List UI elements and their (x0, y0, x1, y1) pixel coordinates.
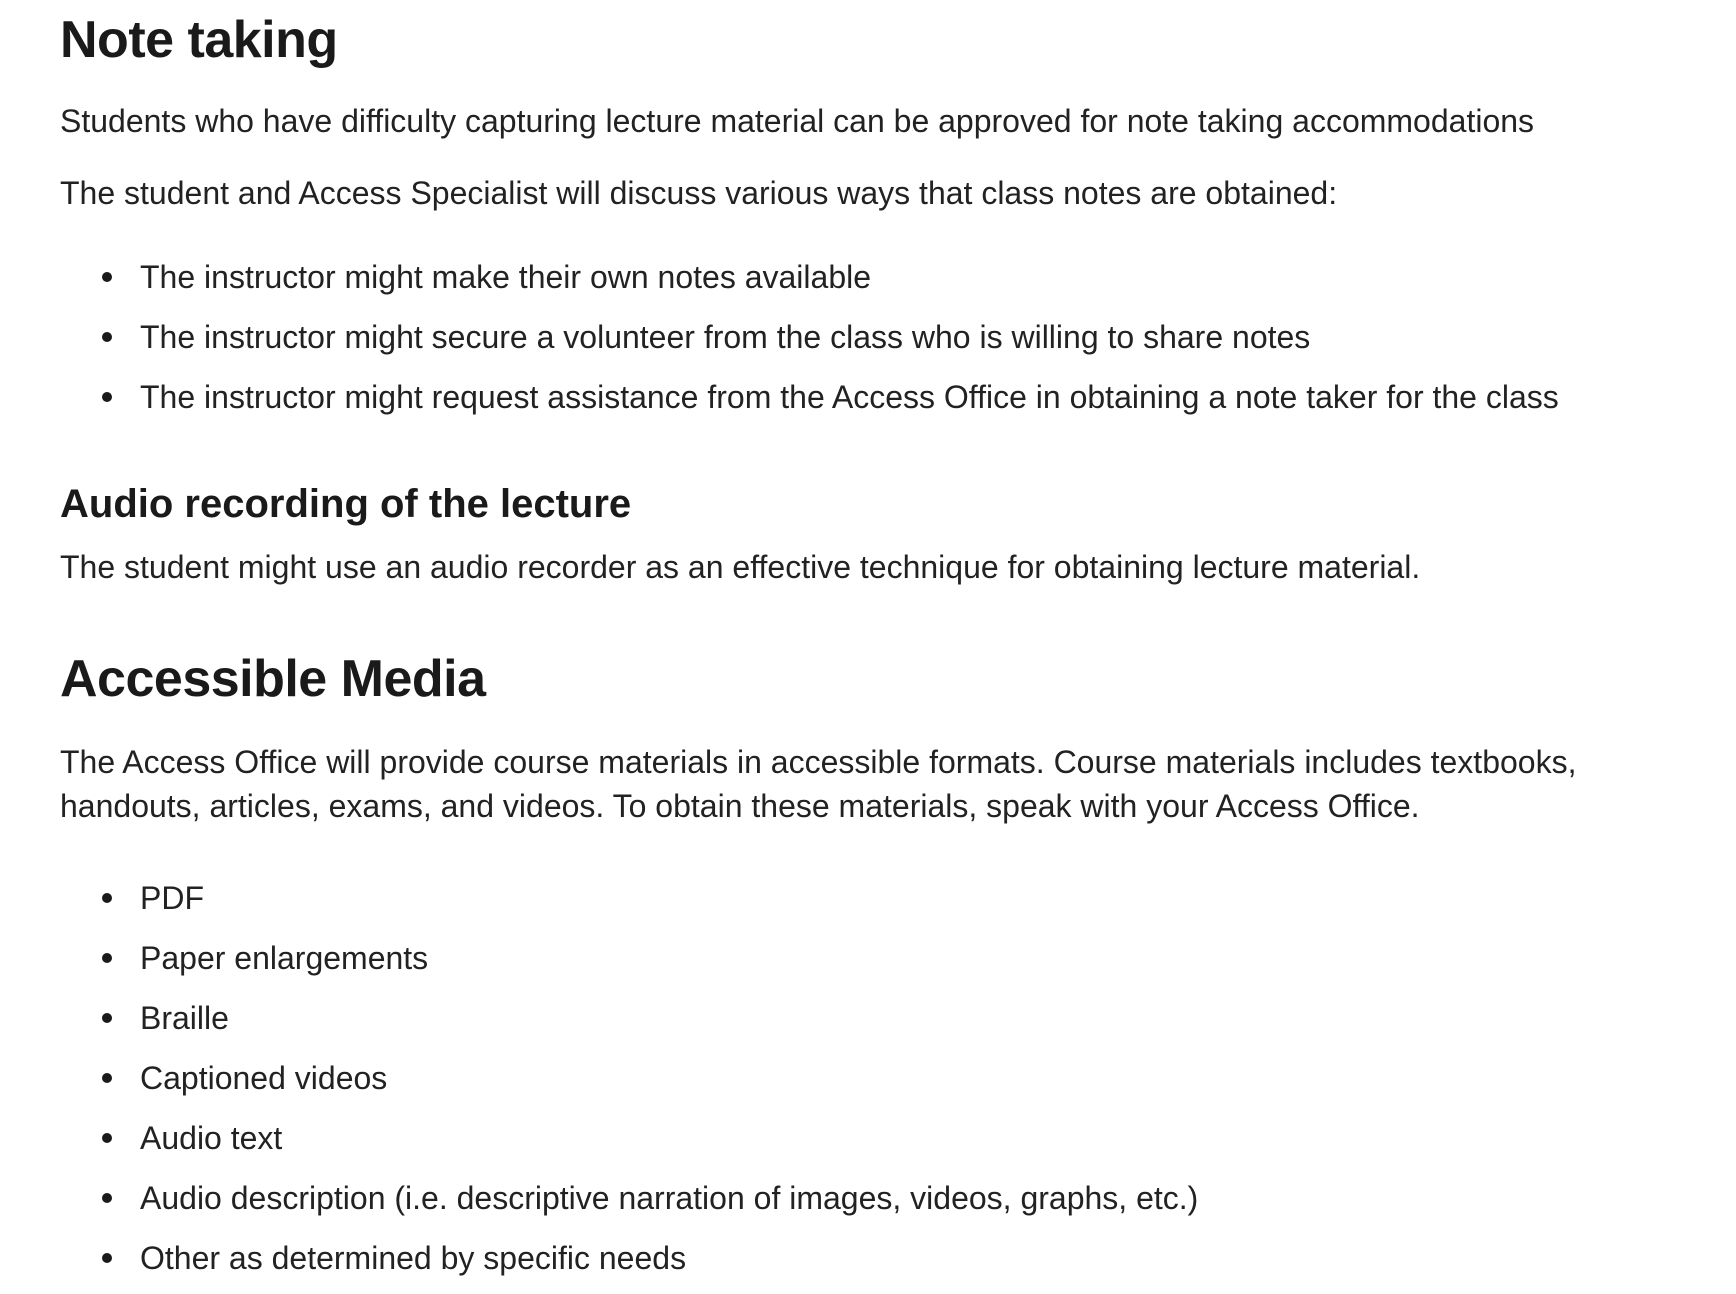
list-item (60, 307, 1720, 367)
bullet-icon (102, 332, 112, 342)
paragraph-note-taking-intro: Students who have difficulty capturing lecture material can be approved for note taking accommodations (60, 103, 1535, 140)
list-item-text: PDF (140, 880, 204, 917)
section-heading-accessible-media: Accessible Media (60, 650, 486, 709)
note-taking-list (60, 247, 1720, 427)
list-item-text: The instructor might make their own notes available (140, 259, 872, 296)
paragraph-note-taking-discuss: The student and Access Specialist will discuss various ways that class notes are obtained: (60, 175, 1338, 212)
list-item (60, 1168, 1720, 1228)
list-item (60, 1108, 1720, 1168)
list-item-text: The instructor might request assistance from the Access Office in obtaining a note taker for the class (140, 379, 1559, 416)
bullet-icon (102, 1133, 112, 1143)
bullet-icon (102, 1193, 112, 1203)
document-page (60, 0, 1720, 1288)
bullet-icon (102, 272, 112, 282)
list-item (60, 247, 1720, 307)
accessible-media-list (60, 868, 1720, 1288)
bullet-icon (102, 1013, 112, 1023)
list-item (60, 1228, 1720, 1288)
list-item-text: Other as determined by specific needs (140, 1240, 687, 1277)
list-item-text: Braille (140, 1000, 229, 1037)
list-item-text: Paper enlargements (140, 940, 429, 977)
list-item-text: Captioned videos (140, 1060, 388, 1097)
bullet-icon (102, 392, 112, 402)
bullet-icon (102, 953, 112, 963)
paragraph-accessible-media: The Access Office will provide course materials in accessible formats. Course materials includes textbooks, handouts, articles, exams, and videos. To obtain these materials, speak with your Access Office. (60, 744, 1577, 825)
list-item-text: Audio text (140, 1120, 283, 1157)
list-item-text: Audio description (i.e. descriptive narration of images, videos, graphs, etc.) (140, 1180, 1199, 1217)
section-heading-note-taking: Note taking (60, 11, 338, 69)
section-heading-audio-recording: Audio recording of the lecture (60, 482, 632, 527)
list-item (60, 1048, 1720, 1108)
bullet-icon (102, 893, 112, 903)
list-item-text: The instructor might secure a volunteer from the class who is willing to share notes (140, 319, 1311, 356)
paragraph-audio-recording: The student might use an audio recorder as an effective technique for obtaining lecture material. (60, 549, 1421, 586)
bullet-icon (102, 1073, 112, 1083)
bullet-icon (102, 1253, 112, 1263)
list-item (60, 868, 1720, 928)
list-item (60, 928, 1720, 988)
list-item (60, 367, 1720, 427)
list-item (60, 988, 1720, 1048)
